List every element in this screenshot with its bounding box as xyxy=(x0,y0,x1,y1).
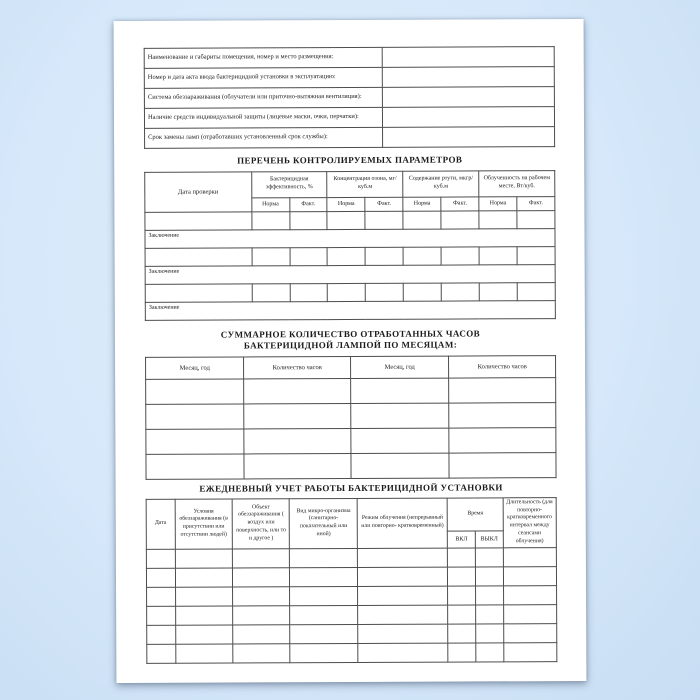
empty-cell xyxy=(146,454,244,479)
daily-section-title: ЕЖЕДНЕВНЫЙ УЧЕТ РАБОТЫ БАКТЕРИЦИДНОЙ УСТАНОВКИ xyxy=(199,482,503,494)
hours-title-line1: СУММАРНОЕ КОЛИЧЕСТВО ОТРАБОТАННЫХ ЧАСОВ xyxy=(220,328,481,340)
column-header-conditions: Условия обеззараживания (в присутствии или отсутствии людей) xyxy=(175,499,233,549)
info-label: Наименование и габариты помещения, номер и место размещения: xyxy=(144,47,382,68)
subheader-time-off: ВЫКЛ xyxy=(475,531,503,548)
empty-cell xyxy=(244,379,351,404)
empty-cell xyxy=(175,587,232,606)
table-row xyxy=(146,428,556,455)
empty-cell xyxy=(449,378,556,403)
empty-cell xyxy=(503,547,556,566)
table-row xyxy=(145,282,555,302)
subheader-fact: Факт. xyxy=(517,196,555,210)
empty-cell xyxy=(449,403,556,428)
empty-cell xyxy=(145,212,252,230)
info-label: Срок замены ламп (отработавших установленный срок службы): xyxy=(145,127,383,148)
subheader-time-on: ВКЛ xyxy=(448,531,476,548)
column-header-microbe: Вид микро-организма (санитарно- показательный или иной) xyxy=(290,498,358,548)
column-header-group: Бактерицидная эффективность, % xyxy=(251,171,327,197)
empty-cell xyxy=(358,643,448,662)
empty-cell xyxy=(358,624,448,643)
empty-cell xyxy=(244,429,351,454)
empty-cell xyxy=(441,283,479,301)
empty-cell xyxy=(251,211,289,229)
empty-cell xyxy=(290,624,358,643)
params-table xyxy=(144,170,556,321)
empty-cell xyxy=(351,403,449,428)
empty-cell xyxy=(244,404,351,429)
empty-cell xyxy=(476,642,504,661)
empty-cell xyxy=(357,548,447,567)
empty-cell xyxy=(517,282,555,300)
empty-cell xyxy=(475,566,503,585)
empty-cell xyxy=(503,623,556,642)
empty-cell xyxy=(475,585,503,604)
subheader-fact: Факт. xyxy=(289,197,327,211)
empty-cell xyxy=(351,428,449,453)
empty-cell xyxy=(290,283,328,301)
empty-cell xyxy=(145,248,252,266)
conclusion-cell: Заключение xyxy=(145,264,555,284)
empty-cell xyxy=(441,211,479,229)
empty-cell xyxy=(403,247,441,265)
empty-cell xyxy=(479,210,517,228)
table-row xyxy=(145,300,555,320)
empty-cell xyxy=(290,548,358,567)
table-row xyxy=(145,228,555,248)
empty-cell xyxy=(448,586,476,605)
info-label: Система обеззараживания (облучатели или приточно-вытяжная вентиляция): xyxy=(144,87,382,108)
empty-cell xyxy=(366,283,404,301)
empty-cell xyxy=(175,606,232,625)
empty-cell xyxy=(503,642,556,661)
empty-cell xyxy=(175,644,232,663)
table-row xyxy=(144,107,554,129)
empty-cell xyxy=(244,454,351,479)
document-page xyxy=(114,19,587,683)
info-value-cell xyxy=(382,87,554,108)
empty-cell xyxy=(503,566,556,585)
empty-cell xyxy=(290,605,358,624)
empty-cell xyxy=(365,211,403,229)
empty-cell xyxy=(479,246,517,264)
empty-cell xyxy=(290,247,328,265)
empty-cell xyxy=(448,624,476,643)
empty-cell xyxy=(233,567,290,586)
table-row xyxy=(146,453,556,480)
empty-cell xyxy=(403,283,441,301)
empty-cell xyxy=(233,624,290,643)
column-header-object: Объект обеззараживания ( воздух или поверхность, или то и другое ) xyxy=(232,499,290,549)
empty-cell xyxy=(147,644,176,663)
empty-cell xyxy=(290,567,358,586)
info-value-cell xyxy=(382,67,554,88)
conclusion-cell: Заключение xyxy=(145,228,555,248)
info-table xyxy=(144,46,555,149)
subheader-norm: Норма xyxy=(251,197,289,211)
table-row xyxy=(147,623,557,644)
empty-cell xyxy=(328,283,366,301)
info-label: Наличие средств индивидуальной защиты (лицевые маски, очки, перчатки): xyxy=(144,107,382,128)
column-header: Количество часов xyxy=(244,357,351,379)
empty-cell xyxy=(449,428,556,453)
empty-cell xyxy=(146,549,175,568)
table-row xyxy=(146,547,556,568)
subheader-norm: Норма xyxy=(327,197,365,211)
table-row xyxy=(147,585,557,606)
table-row xyxy=(146,403,556,430)
column-header-group: Облученность на рабочем месте, Вт/куб. xyxy=(479,170,555,196)
info-value-cell xyxy=(382,47,554,68)
empty-cell xyxy=(351,378,449,403)
empty-cell xyxy=(403,211,441,229)
empty-cell xyxy=(145,284,252,302)
empty-cell xyxy=(327,247,365,265)
table-row xyxy=(144,87,554,109)
empty-cell xyxy=(146,568,175,587)
empty-cell xyxy=(175,625,232,644)
daily-log-table xyxy=(146,497,558,664)
table-row xyxy=(145,170,555,198)
table-row xyxy=(146,566,556,587)
empty-cell xyxy=(448,605,476,624)
empty-cell xyxy=(233,643,290,662)
column-header-date: Дата xyxy=(146,499,175,549)
hours-table xyxy=(145,355,557,480)
empty-cell xyxy=(252,247,290,265)
table-row xyxy=(144,47,554,69)
empty-cell xyxy=(358,567,448,586)
subheader-fact: Факт. xyxy=(365,197,403,211)
empty-cell xyxy=(358,605,448,624)
table-row xyxy=(147,604,557,625)
empty-cell xyxy=(233,586,290,605)
subheader-norm: Норма xyxy=(403,197,441,211)
column-header-date: Дата проверки xyxy=(145,172,252,212)
empty-cell xyxy=(147,606,176,625)
empty-cell xyxy=(475,547,503,566)
empty-cell xyxy=(146,379,244,404)
empty-cell xyxy=(449,453,556,478)
params-section-title: ПЕРЕЧЕНЬ КОНТРОЛИРУЕМЫХ ПАРАМЕТРОВ xyxy=(237,154,463,166)
column-header-group: Содержание ртути, мкгр/ куб.м xyxy=(403,171,479,197)
empty-cell xyxy=(503,585,556,604)
info-value-cell xyxy=(382,107,554,128)
empty-cell xyxy=(233,605,290,624)
empty-cell xyxy=(146,429,244,454)
table-row xyxy=(145,264,555,284)
empty-cell xyxy=(479,282,517,300)
empty-cell xyxy=(503,604,556,623)
column-header-group: Концентрация озона, мг/ куб.м xyxy=(327,171,403,197)
column-header-mode: Режим облучения (непрерывный или повторно- кратковременный) xyxy=(357,498,447,548)
table-row xyxy=(145,246,555,266)
empty-cell xyxy=(441,247,479,265)
table-row xyxy=(144,67,554,89)
hours-section-title xyxy=(145,328,556,353)
subheader-norm: Норма xyxy=(479,196,517,210)
empty-cell xyxy=(147,625,176,644)
table-row xyxy=(146,356,556,380)
empty-cell xyxy=(290,643,358,662)
empty-cell xyxy=(175,568,232,587)
conclusion-cell: Заключение xyxy=(145,300,555,320)
column-header: Месяц, год xyxy=(146,357,244,379)
empty-cell xyxy=(290,586,358,605)
empty-cell xyxy=(517,246,555,264)
table-row xyxy=(145,127,555,149)
empty-cell xyxy=(448,548,476,567)
empty-cell xyxy=(327,211,365,229)
empty-cell xyxy=(476,604,504,623)
column-header: Месяц, год xyxy=(351,356,449,378)
empty-cell xyxy=(476,623,504,642)
empty-cell xyxy=(351,453,449,478)
subheader-fact: Факт. xyxy=(441,197,479,211)
column-header-time: Время xyxy=(447,498,502,531)
table-row xyxy=(146,378,556,405)
empty-cell xyxy=(365,247,403,265)
empty-cell xyxy=(147,587,176,606)
empty-cell xyxy=(146,404,244,429)
table-row xyxy=(147,642,557,663)
empty-cell xyxy=(175,549,232,568)
empty-cell xyxy=(448,643,476,662)
empty-cell xyxy=(232,548,289,567)
empty-cell xyxy=(358,586,448,605)
empty-cell xyxy=(289,211,327,229)
column-header-duration: Длительность (для повторно- кратковременного интервал между сеансами облучения) xyxy=(503,497,557,547)
empty-cell xyxy=(252,283,290,301)
column-header: Количество часов xyxy=(449,356,556,378)
empty-cell xyxy=(517,210,555,228)
table-row xyxy=(145,210,555,230)
table-row xyxy=(146,497,556,532)
hours-title-line2: БАКТЕРИЦИДНОЙ ЛАМПОЙ ПО МЕСЯЦАМ: xyxy=(243,339,458,351)
empty-cell xyxy=(448,567,476,586)
info-value-cell xyxy=(382,127,554,148)
info-label: Номер и дата акта ввода бактерицидной установки в эксплуатацию: xyxy=(144,67,382,88)
